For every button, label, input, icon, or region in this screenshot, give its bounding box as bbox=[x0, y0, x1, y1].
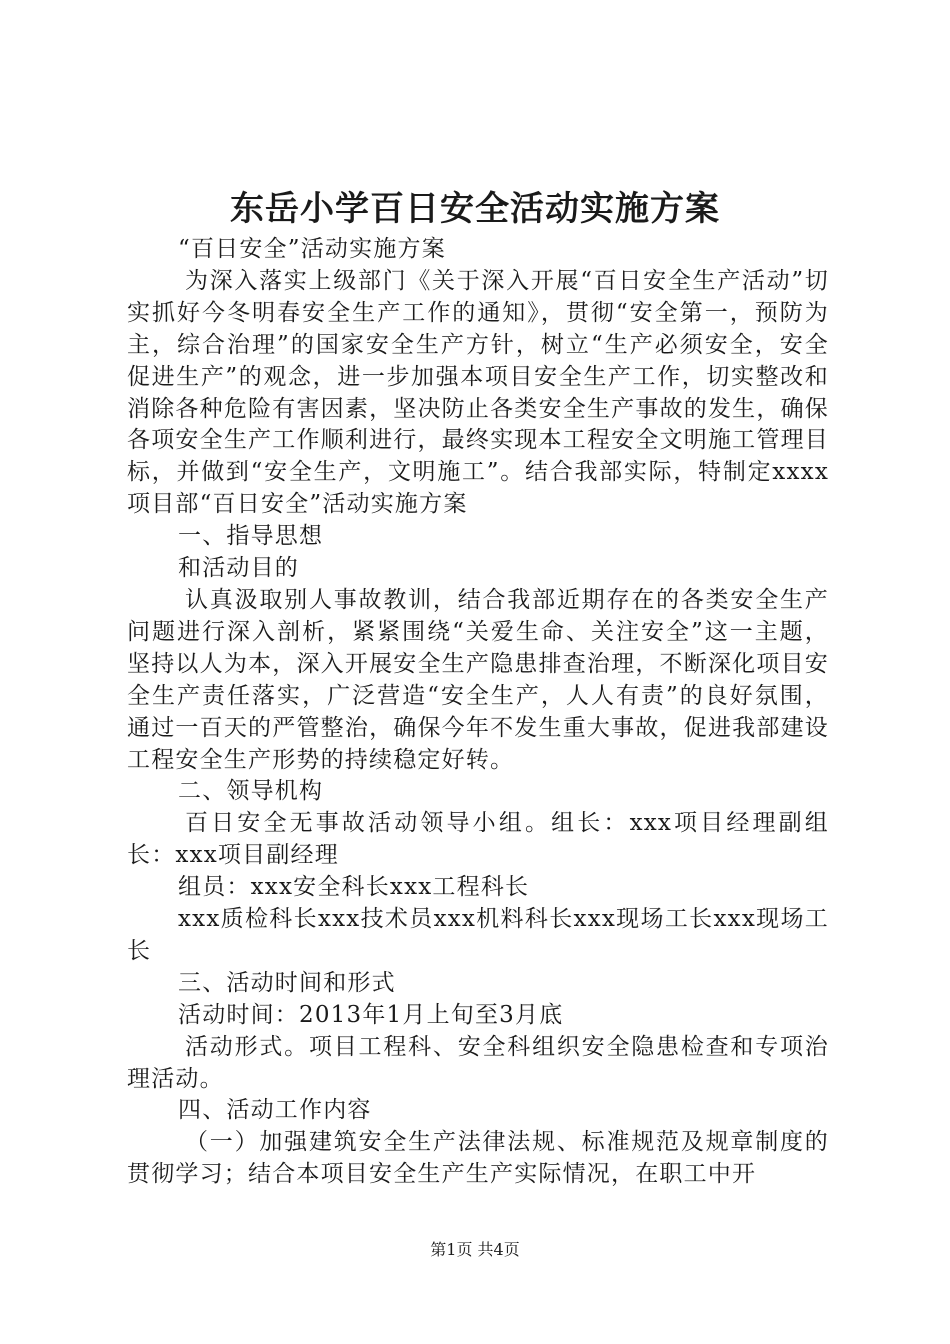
subtitle-paragraph: “百日安全”活动实施方案 bbox=[178, 236, 446, 262]
section-heading-3: 三、活动时间和形式 bbox=[178, 969, 396, 996]
members-paragraph: 组员：xxx安全科长xxx工程科长 bbox=[178, 874, 530, 901]
section-heading-4: 四、活动工作内容 bbox=[178, 1097, 372, 1124]
section-heading-1-cont: 和活动目的 bbox=[178, 555, 299, 582]
activity-time-paragraph: 活动时间：2013年1月上旬至3月底 bbox=[178, 1001, 564, 1028]
page-footer: 第1页 共4页 bbox=[430, 1240, 520, 1259]
activity-form-paragraph: 活动形式。项目工程科、安全科组织安全隐患检查和专项治理活动。 bbox=[127, 1033, 829, 1092]
members-cont-paragraph: xxx质检科长xxx技术员xxx机料科长xxx现场工长xxx现场工长 bbox=[127, 906, 829, 964]
section-heading-1: 一、指导思想 bbox=[178, 523, 324, 550]
guiding-paragraph: 认真汲取别人事故教训，结合我部近期存在的各类安全生产问题进行深入剖析，紧紧围绕“关爱生命、关注安全”这一主题，坚持以人为本，深入开展安全生产隐患排查治理，不断深化项目安全生产责任落实，广泛营造“安全生产，人人有责”的良好氛围，通过一百天的严管整治，确保今年不发生重大事故，促进我部建设工程安全生产形势的持续稳定好转。 bbox=[127, 586, 829, 773]
intro-paragraph: 为深入落实上级部门《关于深入开展“百日安全生产活动”切实抓好今冬明春安全生产工作的通知》，贯彻“安全第一，预防为主，综合治理”的国家安全生产方针，树立“生产必须安全，安全促进生产”的观念，进一步加强本项目安全生产工作，切实整改和消除各种危险有害因素，坚决防止各类安全生产事故的发生，确保各项安全生产工作顺利进行，最终实现本工程安全文明施工管理目标，并做到“安全生产，文明施工”。结合我部实际，特制定xxxx项目部“百日安全”活动实施方案 bbox=[127, 267, 829, 518]
content-paragraph-1: （一）加强建筑安全生产法律法规、标准规范及规章制度的贯彻学习；结合本项目安全生产生产实际情况，在职工中开 bbox=[127, 1129, 829, 1188]
leadership-paragraph: 百日安全无事故活动领导小组。组长：xxx项目经理副组长：xxx项目副经理 bbox=[127, 810, 829, 869]
document-body bbox=[127, 234, 829, 1191]
section-heading-2: 二、领导机构 bbox=[178, 778, 324, 805]
document-title: 东岳小学百日安全活动实施方案 bbox=[230, 189, 720, 229]
